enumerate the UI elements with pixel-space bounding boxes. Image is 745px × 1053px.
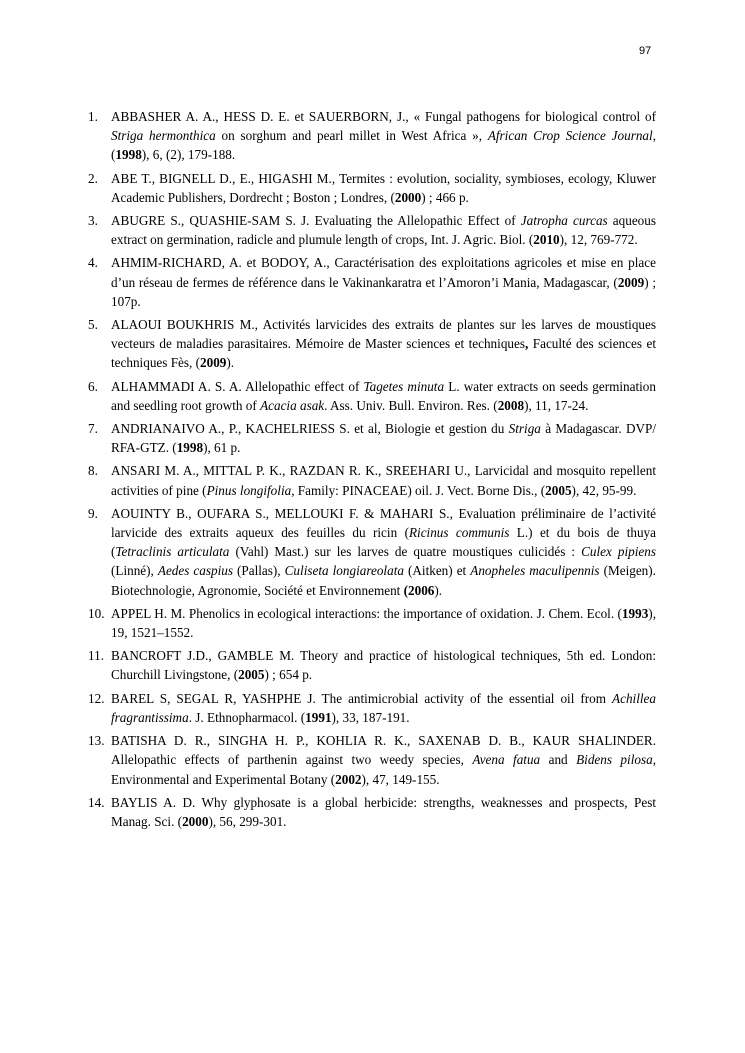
bold-year: (2006 bbox=[403, 582, 435, 598]
text-run: ANSARI M. A., MITTAL P. K., RAZDAN R. K., SREEHARI U., Larvicidal and mosquito repellent activities of pine ( bbox=[111, 463, 656, 498]
reference-number: 3. bbox=[88, 213, 98, 229]
reference-number: 2. bbox=[88, 170, 98, 186]
bold-year: 2000 bbox=[394, 189, 422, 205]
reference-text bbox=[111, 606, 656, 640]
page-number: 97 bbox=[639, 45, 652, 57]
bold-year: 1998 bbox=[176, 440, 204, 456]
text-run: ). bbox=[226, 355, 235, 371]
text-run: ) ; 107p. bbox=[111, 274, 656, 309]
text-run: ), 56, 299-301. bbox=[208, 813, 287, 829]
text-run: ), 42, 95-99. bbox=[571, 482, 637, 498]
reference-item bbox=[88, 461, 656, 499]
text-run: ) ; 466 p. bbox=[421, 189, 469, 205]
text-run: ), 47, 149-155. bbox=[361, 771, 440, 787]
reference-number: 4. bbox=[88, 255, 98, 271]
reference-number: 14. bbox=[88, 794, 105, 810]
bold-year: 1991 bbox=[305, 709, 332, 725]
italic-text: Bidens pilosa bbox=[576, 752, 653, 768]
bold-year: 2008 bbox=[497, 397, 525, 413]
reference-number: 10. bbox=[88, 605, 105, 621]
text-run: AOUINTY B., OUFARA S., MELLOUKI F. & MAHARI S., Evaluation préliminaire de l’activité larvicide des extraits aqueux des feuilles du ricin ( bbox=[111, 505, 656, 541]
reference-number: 5. bbox=[88, 317, 98, 333]
italic-text: Jatropha curcas bbox=[520, 213, 608, 229]
text-run: (Linné), bbox=[111, 563, 158, 579]
reference-number: 11. bbox=[88, 648, 104, 664]
reference-text bbox=[111, 379, 656, 413]
text-run: ANDRIANAIVO A., P., KACHELRIESS S. et al, Biologie et gestion du bbox=[111, 421, 509, 437]
reference-item bbox=[88, 646, 656, 684]
text-run: , Environmental and Experimental Botany ( bbox=[111, 752, 656, 787]
text-run: à Madagascar. DVP/ RFA-GTZ. ( bbox=[111, 421, 656, 456]
reference-text bbox=[111, 795, 656, 829]
text-run: aqueous extract on germination, radicle and plumule length of crops, Int. J. Agric. Biol. ( bbox=[111, 213, 656, 248]
reference-text bbox=[111, 171, 656, 205]
reference-item bbox=[88, 107, 656, 165]
text-run: ABE T., BIGNELL D., E., HIGASHI M., Termites : evolution, sociality, symbioses, ecology, Kluwer Academic Publishers, Dordrecht ; Boston ; Londres, ( bbox=[111, 170, 656, 205]
reference-text bbox=[111, 109, 656, 162]
bold-year: 2005 bbox=[545, 482, 572, 498]
reference-number: 8. bbox=[88, 463, 98, 479]
italic-text: Culex pipiens bbox=[581, 544, 657, 560]
text-run: ), 12, 769-772. bbox=[559, 232, 638, 248]
italic-text: African Crop Science Journal bbox=[487, 128, 653, 144]
text-run: and bbox=[540, 752, 577, 768]
reference-text bbox=[111, 506, 656, 598]
bold-year: 1993 bbox=[621, 605, 649, 621]
italic-text: Tetraclinis articulata bbox=[115, 544, 230, 560]
text-run: (Vahl) Mast.) sur les larves de quatre moustiques culicidés : bbox=[229, 544, 582, 560]
italic-text: Acacia asak bbox=[260, 397, 325, 413]
reference-text bbox=[111, 317, 656, 370]
text-run: on sorghum and pearl millet in West Africa », bbox=[215, 128, 488, 144]
bold-year: 1998 bbox=[115, 147, 142, 163]
reference-list bbox=[88, 107, 656, 835]
reference-item bbox=[88, 419, 656, 457]
reference-item bbox=[88, 504, 656, 600]
italic-text: Striga bbox=[508, 421, 541, 437]
reference-text bbox=[111, 463, 656, 497]
italic-text: Culiseta longiareolata bbox=[284, 563, 404, 579]
bold-year: , bbox=[525, 336, 529, 352]
reference-number: 13. bbox=[88, 733, 105, 749]
text-run: APPEL H. M. Phenolics in ecological interactions: the importance of oxidation. J. Chem. Ecol. ( bbox=[111, 605, 622, 621]
reference-item bbox=[88, 169, 656, 207]
italic-text: Aedes caspius bbox=[157, 563, 233, 579]
reference-number: 6. bbox=[88, 378, 98, 394]
bold-year: 2002 bbox=[335, 771, 362, 787]
reference-text bbox=[111, 733, 656, 786]
reference-number: 7. bbox=[88, 421, 98, 437]
text-run: ABUGRE S., QUASHIE-SAM S. J. Evaluating the Allelopathic Effect of bbox=[111, 213, 521, 229]
reference-item bbox=[88, 315, 656, 373]
italic-text: Anopheles maculipennis bbox=[470, 563, 600, 579]
text-run: BAYLIS A. D. Why glyphosate is a global herbicide: strengths, weaknesses and prospects, Pest Manag. Sci. ( bbox=[111, 794, 656, 829]
reference-item bbox=[88, 689, 656, 727]
text-run: . Ass. Univ. Bull. Environ. Res. ( bbox=[324, 397, 498, 413]
reference-number: 12. bbox=[88, 690, 105, 706]
reference-item bbox=[88, 253, 656, 311]
reference-number: 1. bbox=[88, 109, 98, 124]
reference-text bbox=[111, 213, 656, 247]
text-run: BANCROFT J.D., GAMBLE M. Theory and practice of histological techniques, 5th ed. London: Churchill Livingstone, ( bbox=[111, 648, 656, 683]
text-run: ) ; 654 p. bbox=[264, 667, 313, 683]
text-run: ), 19, 1521–1552. bbox=[111, 605, 656, 641]
text-run: AHMIM-RICHARD, A. et BODOY, A., Caractérisation des exploitations agricoles et mise en place d’un réseau de fermes de référence dans le Vakinankaratra et l’Amoron’i Mania, Madagascar, ( bbox=[111, 255, 656, 290]
text-run: (Aitken) et bbox=[403, 563, 471, 579]
italic-text: Ricinus communis bbox=[408, 525, 510, 541]
text-run: (Meigen). Biotechnologie, Agronomie, Société et Environnement bbox=[111, 563, 656, 598]
italic-text: Striga hermonthica bbox=[111, 128, 216, 144]
text-run: ), 61 p. bbox=[203, 440, 241, 456]
reference-text bbox=[111, 255, 656, 308]
bold-year: 2009 bbox=[617, 274, 645, 290]
text-run: ALHAMMADI A. S. A. Allelopathic effect of bbox=[111, 378, 364, 394]
bold-year: 2009 bbox=[200, 355, 227, 371]
reference-item bbox=[88, 377, 656, 415]
reference-item bbox=[88, 793, 656, 831]
text-run: , Family: PINACEAE) oil. J. Vect. Borne Dis., ( bbox=[291, 482, 546, 498]
reference-item bbox=[88, 731, 656, 789]
reference-number: 9. bbox=[88, 505, 98, 521]
text-run: L.) et du bois de thuya ( bbox=[111, 525, 656, 560]
italic-text: Pinus longifolia bbox=[206, 482, 292, 498]
text-run: BATISHA D. R., SINGHA H. P., KOHLIA R. K., SAXENAB D. B., KAUR SHALINDER. Allelopathic effects of parthenin against two weedy species, bbox=[111, 733, 656, 768]
text-run: ALAOUI BOUKHRIS M., Activités larvicides des extraits de plantes sur les larves de moustiques vecteurs de maladies parasitaires. Mémoire de Master sciences et techniques bbox=[111, 317, 656, 352]
text-run: (Pallas), bbox=[232, 563, 285, 579]
bold-year: 2000 bbox=[182, 813, 209, 829]
text-run: ), 11, 17-24. bbox=[524, 397, 589, 413]
text-run: L. water extracts on seeds germination and seedling root growth of bbox=[111, 378, 656, 413]
text-run: ABBASHER A. A., HESS D. E. et SAUERBORN, J., « Fungal pathogens for biological control of bbox=[111, 109, 656, 124]
reference-text bbox=[111, 648, 656, 682]
reference-item bbox=[88, 604, 656, 642]
text-run: ), 6, (2), 179-188. bbox=[141, 147, 236, 163]
italic-text: Achillea fragrantissima bbox=[111, 690, 656, 725]
text-run: BAREL S, SEGAL R, YASHPHE J. The antimicrobial activity of the essential oil from bbox=[111, 690, 613, 706]
text-run: Faculté des sciences et techniques Fès, ( bbox=[111, 336, 656, 371]
italic-text: Tagetes minuta bbox=[363, 378, 445, 394]
italic-text: Avena fatua bbox=[472, 752, 541, 768]
reference-item bbox=[88, 211, 656, 249]
bold-year: 2005 bbox=[238, 667, 265, 683]
reference-text bbox=[111, 691, 656, 725]
reference-text bbox=[111, 421, 656, 455]
text-run: . J. Ethnopharmacol. ( bbox=[188, 709, 306, 725]
text-run: ), 33, 187-191. bbox=[331, 709, 410, 725]
text-run: ). bbox=[434, 582, 443, 598]
text-run: , ( bbox=[111, 128, 656, 163]
bold-year: 2010 bbox=[533, 232, 560, 248]
